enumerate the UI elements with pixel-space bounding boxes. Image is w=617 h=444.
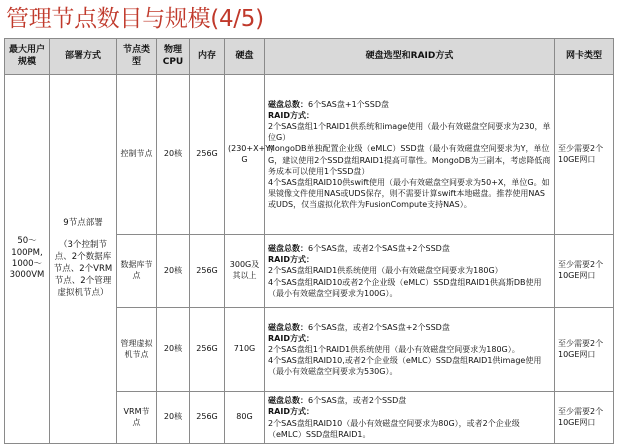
disk-raid-cell <box>265 75 555 235</box>
raid-label: RAID方式： <box>268 407 314 417</box>
disk-raid-cell <box>265 392 555 444</box>
disk-total-label: 磁盘总数： <box>268 396 308 406</box>
nic-cell: 至少需要2个10GE网口 <box>555 308 614 392</box>
raid-line: MongoDB单独配置企业级（eMLC）SSD盘（最小有效磁盘空间要求为Y，单位G，建议使用2个SSD盘组RAID1提高可靠性。MongoDB为三副本，考虑降低商务成本可以使用1个SSD盘） <box>268 144 551 176</box>
header-mode: 部署方式 <box>50 39 117 75</box>
disk-total-value: 6个SAS盘，或者2个SAS盘+2个SSD盘 <box>308 244 450 254</box>
node-spec-table <box>4 38 614 444</box>
raid-label: RAID方式： <box>268 333 314 343</box>
memory-cell: 256G <box>190 75 225 235</box>
raid-label: RAID方式： <box>268 111 314 121</box>
disk-total-label: 磁盘总数： <box>268 244 308 254</box>
header-nic: 网卡类型 <box>555 39 614 75</box>
raid-line: 2个SAS盘组1个RAID1供系统和image使用（最小有效磁盘空间要求为230，单位G） <box>268 122 551 143</box>
memory-cell: 256G <box>190 308 225 392</box>
disk-cell: 80G <box>225 392 265 444</box>
raid-line: 2个SAS盘组1个RAID1供系统使用（最小有效磁盘空间要求为180G）。 <box>268 344 520 354</box>
header-row <box>5 39 614 75</box>
raid-line: 4个SAS盘组RAID10供swift使用（最小有效磁盘空间要求为50+X，单位G。如果镜像文件使用NAS或UDS保存，则不需要计算swift本地磁盘。推荐使用NAS或UDS，仅当虚拟化软件为FusionCompute支持NAS）。 <box>268 177 550 209</box>
header-memory: 内存 <box>190 39 225 75</box>
user-scale-cell: 50～100PM, 1000～3000VM <box>5 75 50 444</box>
nic-cell: 至少需要2个10GE网口 <box>555 392 614 444</box>
deploy-mode-title: 9节点部署 <box>63 218 103 229</box>
raid-line: 4个SAS盘组RAID10或者2个企业级（eMLC）SSD盘组RAID1供高斯DB使用（最小有效磁盘空间要求为100G）。 <box>268 277 542 298</box>
node-type-cell: 数据库节点 <box>117 235 157 308</box>
disk-total-label: 磁盘总数： <box>268 322 308 332</box>
memory-cell: 256G <box>190 392 225 444</box>
raid-line: 2个SAS盘组RAID10（最小有效磁盘空间要求为80G），或者2个企业级（eMLC）SSD盘组RAID1。 <box>268 418 520 439</box>
memory-cell: 256G <box>190 235 225 308</box>
raid-label: RAID方式： <box>268 255 314 265</box>
disk-total-value: 6个SAS盘，或者2个SAS盘+2个SSD盘 <box>308 322 450 332</box>
table-row <box>5 75 614 235</box>
cpu-cell: 20核 <box>157 75 190 235</box>
header-cpu: 物理CPU <box>157 39 190 75</box>
header-disk-raid: 硬盘选型和RAID方式 <box>265 39 555 75</box>
disk-total-value: 6个SAS盘+1个SSD盘 <box>308 100 389 110</box>
disk-cell: (230+X+Y) G <box>225 75 265 235</box>
header-node-type: 节点类型 <box>117 39 157 75</box>
page-title: 管理节点数目与规模(4/5) <box>6 6 264 32</box>
raid-line: 2个SAS盘组RAID1供系统使用（最小有效磁盘空间要求为180G） <box>268 266 503 276</box>
disk-total-label: 磁盘总数： <box>268 100 308 110</box>
node-type-cell: 管理虚拟机节点 <box>117 308 157 392</box>
raid-line: 4个SAS盘组RAID10,或者2个企业级（eMLC）SSD盘组RAID1供image使用（最小有效磁盘空间要求为530G）。 <box>268 356 542 377</box>
cpu-cell: 20核 <box>157 235 190 308</box>
header-scale: 最大用户规模 <box>5 39 50 75</box>
disk-raid-cell <box>265 308 555 392</box>
node-type-cell: 控制节点 <box>117 75 157 235</box>
header-disk: 硬盘 <box>225 39 265 75</box>
disk-cell: 710G <box>225 308 265 392</box>
disk-cell: 300G及其以上 <box>225 235 265 308</box>
deploy-mode-cell <box>50 75 117 444</box>
node-type-cell: VRM节点 <box>117 392 157 444</box>
deploy-mode-detail: （3个控制节点、2个数据库节点、2个VRM节点、2个管理虚拟机节点） <box>53 240 113 298</box>
nic-cell: 至少需要2个10GE网口 <box>555 235 614 308</box>
disk-raid-cell <box>265 235 555 308</box>
disk-total-value: 6个SAS盘，或者2个SSD盘 <box>308 396 407 406</box>
cpu-cell: 20核 <box>157 308 190 392</box>
cpu-cell: 20核 <box>157 392 190 444</box>
nic-cell: 至少需要2个10GE网口 <box>555 75 614 235</box>
